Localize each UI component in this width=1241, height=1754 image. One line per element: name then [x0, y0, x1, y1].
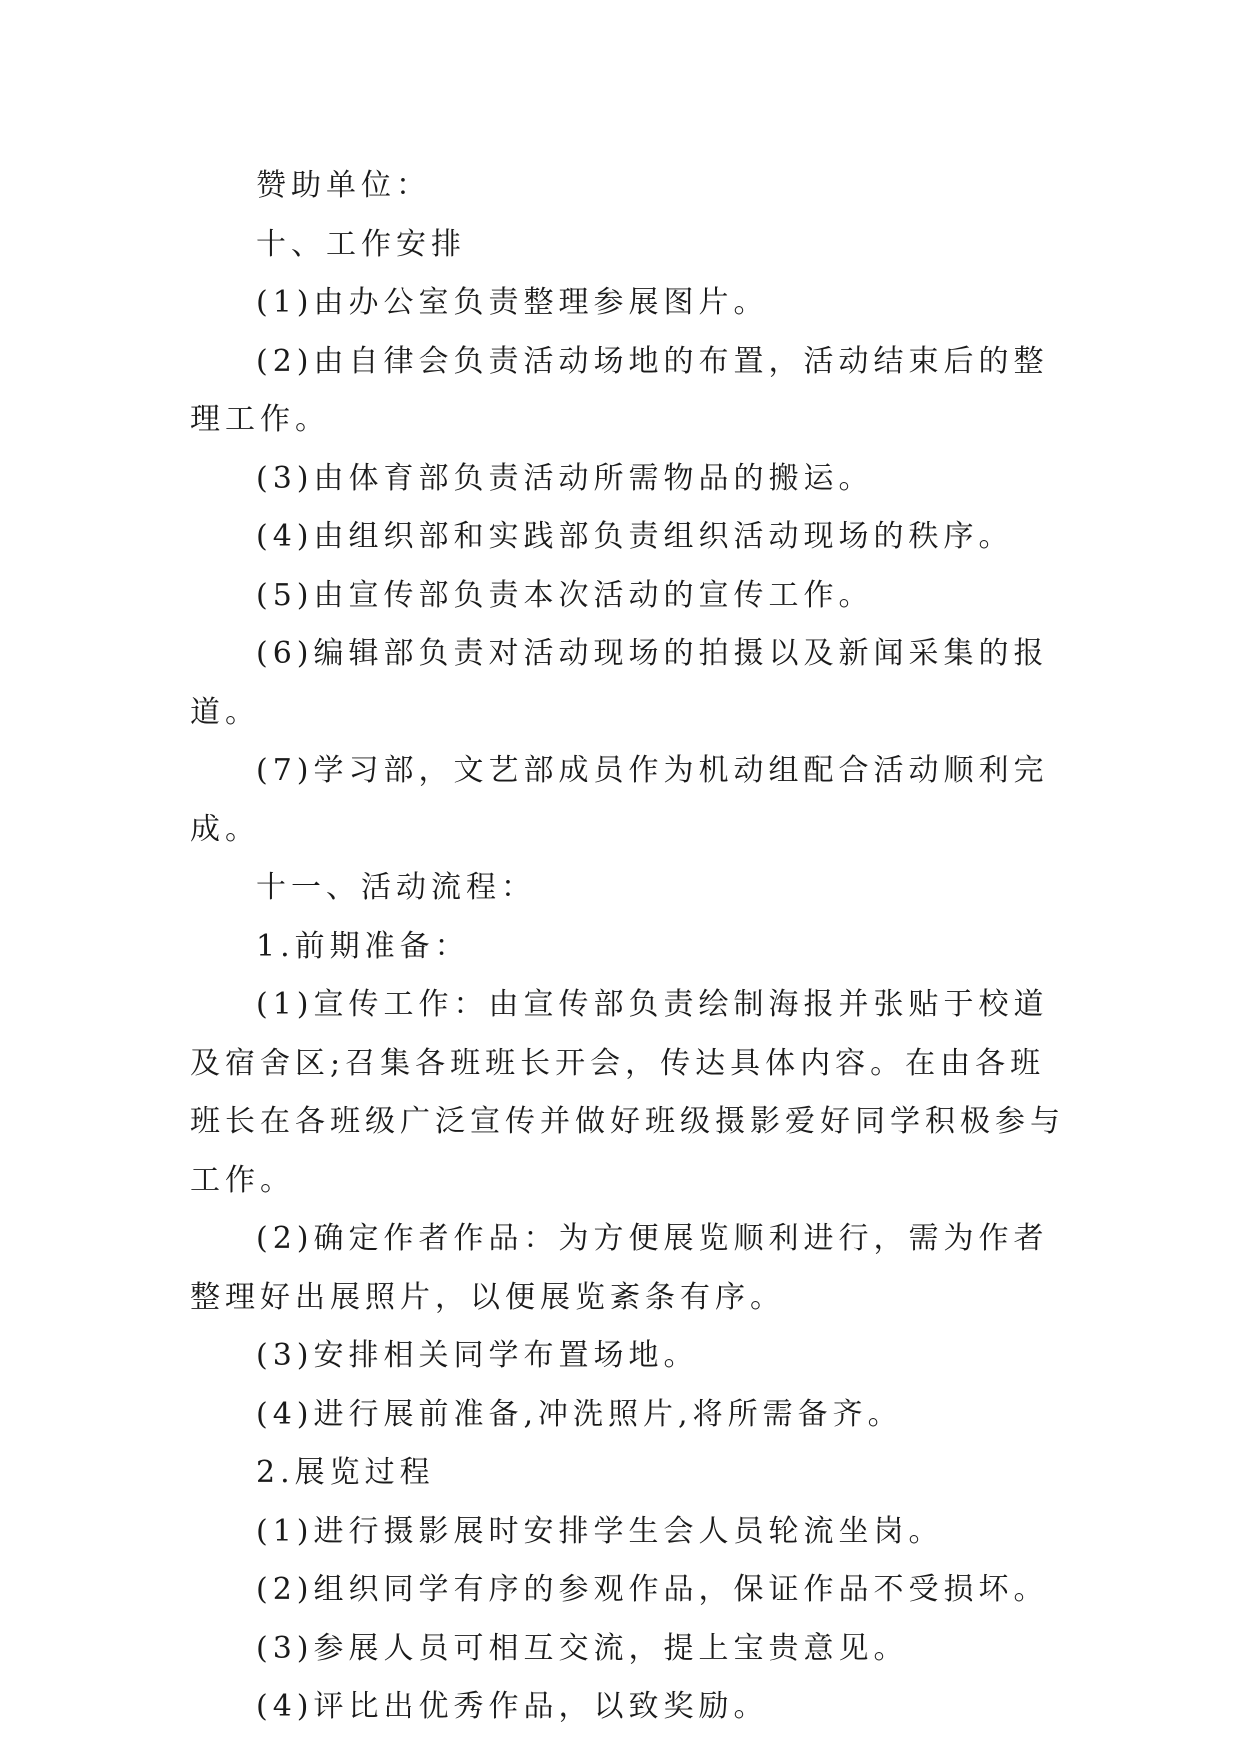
process-item-3: (3)参展人员可相互交流，提上宝贵意见。: [256, 1630, 909, 1666]
section-heading-activity-flow: 十一、活动流程：: [256, 870, 536, 905]
work-item-6: (6)编辑部负责对活动现场的拍摄以及新闻采集的报道。: [190, 636, 1049, 730]
work-item-3: (3)由体育部负责活动所需物品的搬运。: [256, 460, 874, 496]
work-item-4: (4)由组织部和实践部负责组织活动现场的秩序。: [256, 519, 1014, 554]
work-item-2: (2)由自律会负责活动场地的布置，活动结束后的整理工作。: [190, 343, 1049, 437]
process-item-4: (4)评比出优秀作品，以致奖励。: [256, 1689, 769, 1724]
document-body: [190, 157, 1075, 1737]
work-item-7: (7)学习部，文艺部成员作为机动组配合活动顺利完成。: [190, 753, 1049, 847]
prep-item-4: (4)进行展前准备,冲洗照片,将所需备齐。: [256, 1396, 903, 1432]
prep-item-2: (2)确定作者作品：为方便展览顺利进行，需为作者整理好出展照片，以便展览紊条有序。: [190, 1221, 1049, 1315]
subheading-exhibition-process: 2.展览过程: [256, 1455, 435, 1490]
sponsor-line: 赞助单位：: [256, 168, 431, 203]
subheading-preparation: 1.前期准备：: [256, 928, 470, 964]
process-item-2: (2)组织同学有序的参观作品，保证作品不受损坏。: [256, 1572, 1049, 1607]
prep-item-3: (3)安排相关同学布置场地。: [256, 1338, 699, 1373]
work-item-1: (1)由办公室负责整理参展图片。: [256, 285, 769, 320]
prep-item-1: (1)宣传工作：由宣传部负责绘制海报并张贴于校道及宿舍区;召集各班班长开会，传达具体内容。在由各班班长在各班级广泛宣传并做好班级摄影爱好同学积极参与工作。: [190, 987, 1065, 1198]
process-item-1: (1)进行摄影展时安排学生会人员轮流坐岗。: [256, 1513, 944, 1549]
work-item-5: (5)由宣传部负责本次活动的宣传工作。: [256, 577, 874, 613]
section-heading-work-arrangement: 十、工作安排: [256, 226, 466, 262]
